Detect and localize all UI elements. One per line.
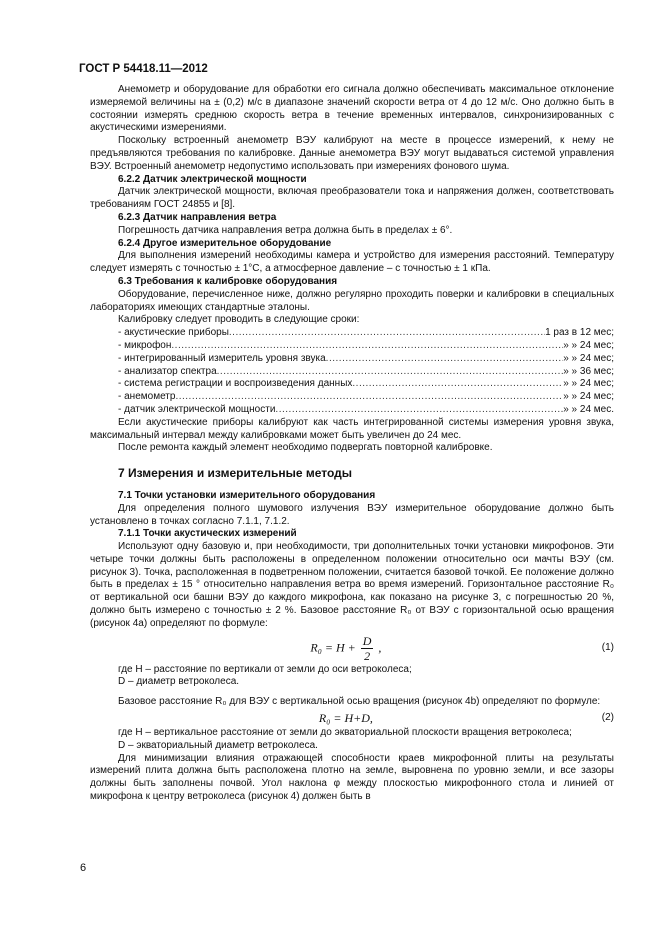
- calibration-item-period: » » 24 мес;: [563, 391, 614, 403]
- calibration-item-name: - система регистрации и воспроизведения данных: [118, 378, 353, 390]
- equation-number: (2): [601, 711, 614, 723]
- list-item: [90, 391, 614, 404]
- leader-dots: [326, 353, 564, 366]
- list-item: [90, 366, 614, 379]
- equation-formula: [90, 634, 602, 663]
- calibration-item-name: - датчик электрической мощности: [118, 403, 276, 415]
- calibration-item-name: - анализатор спектра: [118, 365, 217, 377]
- variable-definition: D – экваториальный диаметр ветроколеса.: [118, 739, 318, 751]
- calibration-item-period: » » 24 мес;: [563, 378, 614, 390]
- calibration-item-name: - акустические приборы: [118, 327, 229, 339]
- variable-definition: где H – вертикальное расстояние от земли до экваториальной плоскости вращения ветроколеса;: [118, 727, 572, 739]
- leader-dots: [275, 404, 563, 417]
- leader-dots: [217, 366, 564, 379]
- subsection-heading: 6.2.4 Другое измерительное оборудование: [118, 237, 332, 249]
- paragraph: Используют одну базовую и, при необходимости, три дополнительных точки установки микрофонов. Эти четыре точки должны быть расположены в определенном положении относительно оси мачты ВЭУ (см. рисунок 3). Точка, расположенная в подветренном положении, считается базовой точкой. Ее положение должно быть в пределах ± 15 ° относительно направления ветра во время измерений. Горизонтальное расстояние R₀ от вертикальной оси башни ВЭУ до каждого микрофона, как показано на рисунке 3, с погрешностью 20 %, должно быть измерено с точностью ± 2 %. Базовое расстояние R₀ от ВЭУ с горизонтальной осью вращения (рисунок 4а) определяют по формуле:: [90, 541, 614, 629]
- paragraph: Оборудование, перечисленное ниже, должно регулярно проходить поверки и калибровки в специальных лабораториях имеющих стандартные эталоны.: [90, 288, 614, 313]
- list-item: [90, 340, 614, 353]
- calibration-item-period: 1 раз в 12 мес;: [545, 327, 614, 339]
- paragraph: Поскольку встроенный анемометр ВЭУ калибруют на месте в процессе измерений, к нему не предъявляются требования по калибровке. Данные анемометра ВЭУ могут выдаваться системой управления ВЭУ. Встроенный анемометр недопустимо использовать при измерениях фонового шума.: [90, 135, 614, 172]
- paragraph: Для определения полного шумового излучения ВЭУ измерительное оборудование должно быть установлено в точках согласно 7.1.1, 7.1.2.: [90, 502, 614, 527]
- equation-tail: ,: [378, 640, 382, 655]
- variable-definition: где H – расстояние по вертикали от земли до оси ветроколеса;: [118, 663, 412, 675]
- section-heading: 7 Измерения и измерительные методы: [118, 466, 353, 481]
- paragraph: Датчик электрической мощности, включая преобразователи тока и напряжения должен, соответствовать требованиям ГОСТ 24855 и [8].: [90, 186, 614, 211]
- calibration-item-period: » » 24 мес.: [563, 403, 614, 415]
- paragraph: Базовое расстояние R₀ для ВЭУ с вертикальной осью вращения (рисунок 4b) определяют по формуле:: [118, 696, 601, 708]
- calibration-list: [90, 327, 614, 417]
- paragraph: Для минимизации влияния отражающей способности краев микрофонной плиты на результаты измерений плита должна быть расположена плотно на земле, выровнена по уровню земли, и все зазоры должны быть заполнены почвой. Угол наклона φ между плоскостью микрофонного стола и линией от микрофона к центру ветроколеса (рисунок 4) должен быть в: [90, 752, 614, 803]
- list-item: [90, 378, 614, 391]
- subsection-heading: 6.3 Требования к калибровке оборудования: [118, 275, 338, 287]
- document-body: [90, 84, 614, 804]
- calibration-item-name: - микрофон: [118, 339, 172, 351]
- fraction-numerator: D: [362, 634, 372, 649]
- paragraph: Калибровку следует проводить в следующие сроки:: [118, 314, 360, 326]
- calibration-item-name: - интегрированный измеритель уровня звука: [118, 352, 326, 364]
- paragraph: Погрешность датчика направления ветра должна быть в пределах ± 6°.: [118, 224, 453, 236]
- calibration-item-period: » » 24 мес;: [563, 352, 614, 364]
- fraction-denominator: 2: [364, 649, 371, 664]
- list-item: [90, 353, 614, 366]
- calibration-item-name: - анемометр: [118, 391, 176, 403]
- subsection-heading: 6.2.2 Датчик электрической мощности: [118, 173, 307, 185]
- document-header: ГОСТ Р 54418.11—2012: [79, 63, 208, 75]
- list-item: [90, 327, 614, 340]
- page-number: 6: [80, 862, 87, 874]
- paragraph: После ремонта каждый элемент необходимо подвергать повторной калибровке.: [118, 442, 493, 454]
- leader-dots: [229, 327, 545, 340]
- variable-definition: D – диаметр ветроколеса.: [118, 676, 240, 688]
- subsection-heading: 6.2.3 Датчик направления ветра: [118, 211, 277, 223]
- subsection-heading: 7.1.1 Точки акустических измерений: [118, 528, 297, 540]
- subsection-heading: 7.1 Точки установки измерительного оборудования: [118, 489, 376, 501]
- calibration-item-period: » » 36 мес;: [563, 365, 614, 377]
- paragraph: Для выполнения измерений необходимы камера и устройство для измерения расстояний. Температуру следует измерять с точностью ± 1°С, а атмосферное давление – с точностью ± 1 кПа.: [90, 250, 614, 275]
- paragraph: Анемометр и оборудование для обработки его сигнала должно обеспечивать максимальное отклонение измеряемой величины на ± (0,2) м/с в диапазоне значений скорости ветра от 4 до 12 м/с. Оно должно быть в состоянии измерять среднюю скорость ветра в течение временных интервалов, синхронизированных с акустическими измерениями.: [90, 84, 614, 134]
- equation-fraction: [361, 634, 374, 663]
- equation-formula: R₀ = H+D,: [318, 710, 373, 725]
- equation-lhs: R₀ = H +: [310, 640, 356, 655]
- leader-dots: [175, 391, 563, 404]
- equation-2: [90, 709, 614, 727]
- calibration-item-period: » » 24 мес;: [563, 339, 614, 351]
- list-item: [90, 404, 614, 417]
- leader-dots: [352, 378, 563, 391]
- equation-number: (1): [601, 642, 614, 654]
- leader-dots: [171, 340, 563, 353]
- equation-1: [90, 634, 614, 664]
- paragraph: Если акустические приборы калибруют как часть интегрированной системы измерения уровня звука, максимальный интервал между калибровками может быть увеличен до 24 мес.: [90, 416, 614, 441]
